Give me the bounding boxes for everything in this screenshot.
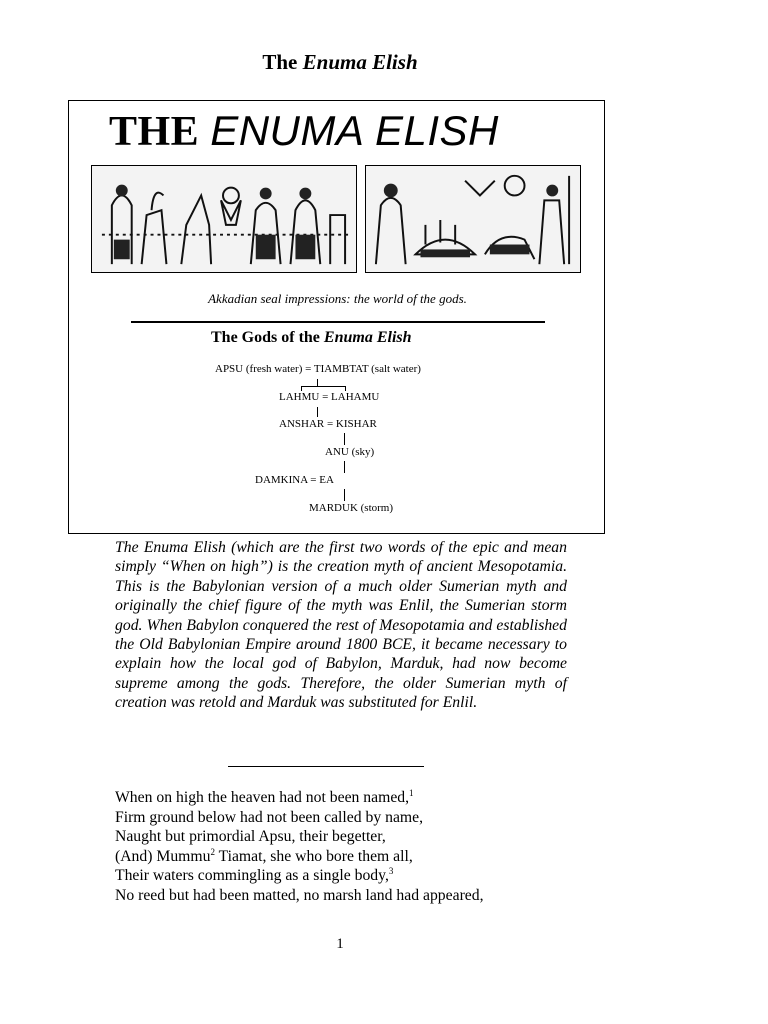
genealogy-anshar-kishar: ANSHAR = KISHAR (279, 418, 377, 430)
genealogy-connector (344, 461, 345, 473)
verse-line-text: When on high the heaven had not been named, (115, 789, 410, 806)
seal-caption: Akkadian seal impressions: the world of the gods. (208, 291, 467, 306)
gods-title-plain: The Gods of the (211, 329, 320, 346)
verse-line (115, 886, 595, 906)
genealogy-marduk: MARDUK (storm) (309, 502, 394, 514)
genealogy-lahmu-lahamu: LAHMU = LAHAMU (279, 391, 380, 403)
title-plain: The (262, 50, 298, 74)
genealogy-apsu-tiamat: APSU (fresh water) = TIAMBTAT (salt water) (215, 363, 421, 375)
verse-line (115, 827, 595, 847)
verse-line (115, 847, 595, 867)
verse-line-text: Their waters commingling as a single body, (115, 867, 389, 884)
verse-block (115, 788, 595, 905)
genealogy-connector (317, 407, 318, 417)
genealogy-connector (344, 489, 345, 501)
verse-line-text: Naught but primordial Apsu, their begetter, (115, 828, 386, 845)
verse-line-text: Tiamat, she who bore them all, (214, 847, 413, 865)
genealogy-tree (69, 101, 606, 535)
footnote-marker: 2 (210, 846, 215, 857)
footnote-marker: 3 (388, 865, 394, 876)
section-divider (228, 766, 424, 767)
gods-title-italic: Enuma Elish (323, 329, 412, 346)
figure-header-plain: THE (109, 109, 200, 155)
genealogy-connector (344, 433, 345, 445)
page-number: 1 (336, 936, 344, 952)
footnote-marker: 1 (409, 787, 414, 798)
verse-line (115, 808, 595, 828)
figure-header-italic: ENUMA ELISH (210, 107, 499, 154)
verse-line (115, 788, 595, 808)
verse-line-text: No reed but had been matted, no marsh land had appeared, (115, 886, 484, 904)
genealogy-damkina-ea: DAMKINA = EA (255, 474, 334, 486)
title-italic: Enuma Elish (302, 50, 418, 74)
genealogy-anu: ANU (sky) (325, 446, 375, 458)
intro-paragraph: The Enuma Elish (which are the first two words of the epic and mean simply “When on high”) is the creation myth of ancient Mesopotamia. This is the Babylonian version of a much older Sumerian myth and originally the chief figure of the myth was Enlil, the Sumerian storm god. When Babylon conquered the rest of Mesopotamia and established the Old Babylonian Empire around 1800 BCE, it became necessary to explain how the local god of Babylon, Marduk, had now become supreme among the gods. Therefore, the older Sumerian myth of creation was retold and Marduk was substituted for Enlil. (115, 539, 567, 712)
genealogy-connector (301, 386, 345, 387)
verse-line-text: (And) Mummu (115, 847, 211, 865)
verse-line-text: Firm ground below had not been called by name, (115, 808, 424, 826)
enuma-elish-figure (68, 100, 605, 534)
verse-line (115, 866, 595, 886)
page-title (0, 50, 680, 75)
